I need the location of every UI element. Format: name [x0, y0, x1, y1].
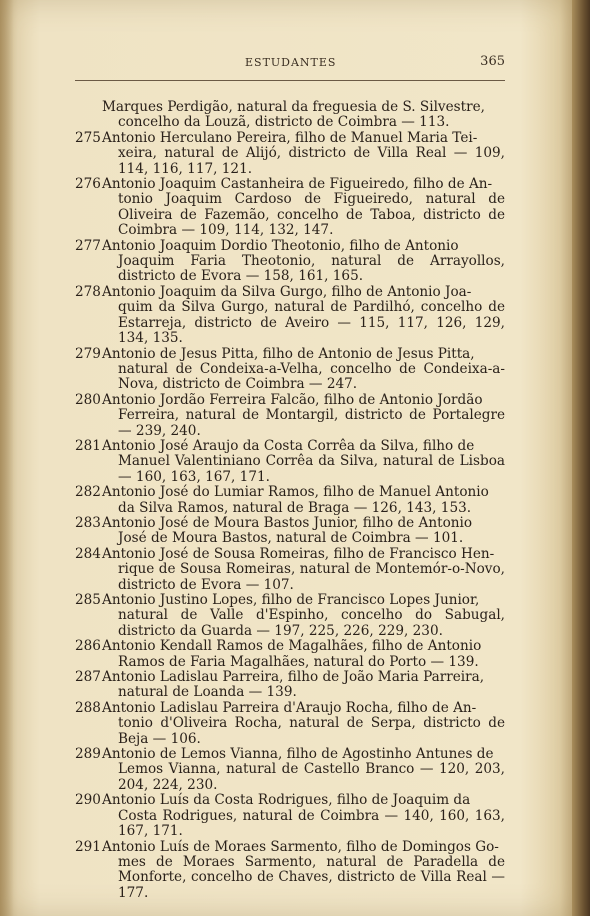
entry-continuation: Lemos Vianna, natural de Castello Branco — 120, 203, 204, 224, 230. [118, 761, 505, 793]
entry-number: 281 [75, 437, 101, 454]
header-rule [75, 80, 505, 81]
entry-continuation: Costa Rodrigues, natural de Coimbra — 140, 160, 163, 167, 171. [118, 807, 505, 840]
list-item [75, 347, 505, 393]
entry-continuation: quim da Silva Gurgo, natural de Pardilhó, concelho de Estarreja, districto de Aveiro — 115, 117, 126, 129, 134, 135. [118, 299, 505, 347]
entry-number: 277 [75, 237, 101, 254]
entry-first-line: Marques Perdigão, natural da freguesia de S. Silvestre, [102, 99, 485, 115]
page-number: 365 [480, 54, 505, 69]
entry-continuation: rique de Sousa Romeiras, natural de Montemór-o-Novo, districto de Evora — 107. [118, 561, 505, 593]
entry-number: 291 [75, 838, 101, 855]
entry-number: 282 [75, 484, 101, 501]
list-item [75, 239, 505, 285]
entry-continuation: Ramos de Faria Magalhães, natural do Porto — 139. [118, 653, 479, 670]
entry-continuation: natural de Valle d'Espinho, concelho do Sabugal, districto da Guarda — 197, 225, 226, 229, 230. [118, 607, 505, 639]
entry-continuation: Manuel Valentiniano Corrêa da Silva, natural de Lisboa — 160, 163, 167, 171. [118, 453, 505, 485]
entry-number: 276 [75, 176, 101, 193]
entry-first-line: Antonio Justino Lopes, filho de Francisco Lopes Junior, [102, 592, 480, 608]
entry-number: 275 [75, 129, 101, 146]
entry-first-line: Antonio José de Moura Bastos Junior, filho de Antonio [102, 514, 473, 531]
entry-continuation: da Silva Ramos, natural de Braga — 126, 143, 153. [118, 499, 472, 516]
student-list [75, 100, 505, 901]
entry-first-line: Antonio Ladislau Parreira, filho de João Maria Parreira, [102, 669, 485, 686]
entry-first-line: Antonio Joaquim Dordio Theotonio, filho de Antonio [102, 237, 459, 254]
entry-continuation: José de Moura Bastos, natural de Coimbra — 101. [118, 530, 464, 547]
entry-continuation: Joaquim Faria Theotonio, natural de Arrayollos, districto de Evora — 158, 161, 165. [118, 253, 505, 285]
entry-first-line: Antonio Luís de Moraes Sarmento, filho de Domingos Go- [102, 838, 499, 855]
list-item [75, 593, 505, 639]
entry-continuation: natural de Condeixa-a-Velha, concelho de Condeixa-a-Nova, districto de Coimbra — 247. [118, 360, 505, 393]
entry-first-line: Antonio José Araujo da Costa Corrêa da Silva, filho de [102, 437, 475, 454]
list-item [75, 485, 505, 516]
list-item [75, 285, 505, 347]
running-head-title: ESTUDANTES [245, 56, 337, 69]
list-item [75, 701, 505, 747]
list-item [75, 793, 505, 839]
entry-first-line: Antonio Jordão Ferreira Falcão, filho de Antonio Jordão [102, 391, 483, 408]
entry-first-line: Antonio Joaquim Castanheira de Figueiredo, filho de An- [102, 176, 493, 193]
entry-number: 288 [75, 699, 101, 716]
entry-number: 286 [75, 638, 101, 655]
list-item [75, 439, 505, 485]
list-item [75, 393, 505, 439]
running-head [75, 56, 505, 76]
list-item [75, 131, 505, 177]
entry-continuation: natural de Loanda — 139. [118, 684, 297, 701]
entry-number: 284 [75, 545, 101, 562]
list-item [75, 747, 505, 793]
list-item [75, 177, 505, 239]
entry-first-line: Antonio José do Lumiar Ramos, filho de Manuel Antonio [102, 484, 489, 501]
entry-continuation: xeira, natural de Alijó, districto de Villa Real — 109, 114, 116, 117, 121. [118, 145, 505, 177]
entry-first-line: Antonio Herculano Pereira, filho de Manuel Maria Tei- [102, 129, 478, 146]
entry-first-line: Antonio de Jesus Pitta, filho de Antonio de Jesus Pitta, [102, 345, 475, 362]
list-item [75, 516, 505, 547]
entry-number: 278 [75, 283, 101, 300]
list-item [75, 100, 505, 131]
entry-number: 285 [75, 592, 101, 608]
entry-first-line: Antonio Kendall Ramos de Magalhães, filho de Antonio [102, 638, 482, 655]
entry-first-line: Antonio Joaquim da Silva Gurgo, filho de Antonio Joa- [102, 283, 472, 300]
entry-number: 280 [75, 391, 101, 408]
entry-continuation: Ferreira, natural de Montargil, districto de Portalegre — 239, 240. [118, 407, 505, 439]
entry-number: 283 [75, 514, 101, 531]
entry-first-line: Antonio Ladislau Parreira d'Araujo Rocha, filho de An- [102, 699, 477, 716]
entry-first-line: Antonio José de Sousa Romeiras, filho de Francisco Hen- [102, 545, 495, 562]
page-gutter-shadow [0, 0, 14, 916]
entry-first-line: Antonio Luís da Costa Rodrigues, filho de Joaquim da [102, 792, 471, 809]
entry-continuation: tonio d'Oliveira Rocha, natural de Serpa, districto de Beja — 106. [118, 715, 505, 747]
list-item [75, 547, 505, 593]
entry-first-line: Antonio de Lemos Vianna, filho de Agostinho Antunes de [102, 746, 494, 763]
entry-continuation: tonio Joaquim Cardoso de Figueiredo, natural de Oliveira de Fazemão, concelho de Taboa, districto de Coimbra — 109, 114, 132, 147. [118, 191, 505, 239]
list-item [75, 670, 505, 701]
entry-number: 279 [75, 345, 101, 362]
list-item [75, 639, 505, 670]
entry-number: 287 [75, 669, 101, 686]
entry-number: 289 [75, 746, 101, 763]
entry-continuation: mes de Moraes Sarmento, natural de Paradella de Monforte, concelho de Chaves, districto de Villa Real — 177. [118, 853, 505, 901]
entry-continuation: concelho da Louzã, districto de Coimbra — 113. [118, 114, 450, 131]
list-item [75, 840, 505, 902]
book-edge [572, 0, 590, 916]
entry-number: 290 [75, 792, 101, 809]
